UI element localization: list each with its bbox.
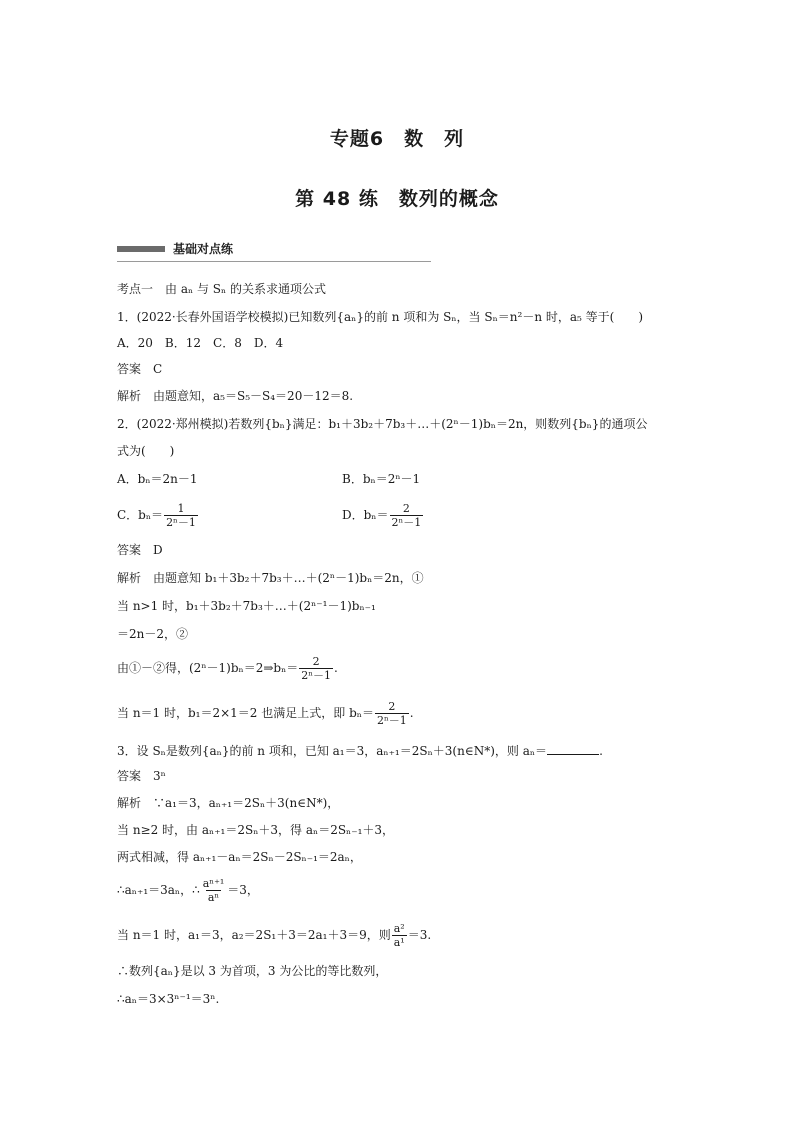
q2-option-c bbox=[117, 498, 199, 532]
q3-analysis-line5 bbox=[117, 918, 431, 952]
q3-analysis-line7: ∴aₙ＝3×3ⁿ⁻¹＝3ⁿ. bbox=[117, 992, 220, 1006]
fraction-numerator: a² bbox=[393, 922, 405, 935]
answer-blank bbox=[547, 742, 599, 755]
formula-prefix: 由①－②得，(2ⁿ－1)bₙ＝2⇒bₙ＝ bbox=[117, 661, 299, 675]
formula-prefix: 当 n＝1 时，b₁＝2×1＝2 也满足上式，即 bₙ＝ bbox=[117, 706, 374, 720]
q3-analysis-line1 bbox=[117, 795, 339, 811]
topic-title: 专题6 数 列 bbox=[329, 128, 465, 150]
answer-label: 答案 bbox=[117, 769, 142, 783]
fraction bbox=[390, 502, 424, 529]
stem-suffix: . bbox=[599, 744, 603, 758]
q2-analysis-line4 bbox=[117, 651, 338, 685]
analysis-label: 解析 bbox=[117, 571, 142, 585]
fraction-numerator: aⁿ⁺¹ bbox=[202, 877, 225, 890]
fraction-denominator: aⁿ bbox=[207, 891, 220, 904]
option-prefix: C．bₙ＝ bbox=[117, 508, 164, 522]
q2-stem-line1: 2．(2022·郑州模拟)若数列{bₙ}满足：b₁＋3b₂＋7b₃＋…＋(2ⁿ－1)bₙ＝2n，则数列{bₙ}的通项公 bbox=[117, 417, 648, 431]
answer-value: D bbox=[153, 543, 163, 557]
fraction-denominator: a¹ bbox=[393, 936, 405, 949]
stem-text: 3．设 Sₙ是数列{aₙ}的前 n 项和，已知 a₁＝3，aₙ₊₁＝2Sₙ＋3(n∈N*)，则 aₙ＝ bbox=[117, 744, 548, 758]
q1-answer bbox=[117, 361, 162, 377]
q3-answer bbox=[117, 768, 166, 784]
fraction-numerator: 2 bbox=[402, 502, 410, 515]
fraction bbox=[392, 922, 407, 949]
analysis-label: 解析 bbox=[117, 796, 142, 810]
fraction bbox=[299, 655, 333, 682]
fraction-numerator: 2 bbox=[312, 655, 320, 668]
formula-suffix: . bbox=[334, 661, 338, 675]
formula-suffix: . bbox=[409, 706, 414, 720]
banner-bar bbox=[117, 246, 165, 252]
q2-option-d bbox=[342, 498, 424, 532]
q2-answer bbox=[117, 542, 163, 558]
q3-stem bbox=[117, 742, 603, 759]
fraction bbox=[164, 502, 198, 529]
q2-analysis-line2: 当 n>1 时，b₁＋3b₂＋7b₃＋…＋(2ⁿ⁻¹－1)bₙ₋₁ bbox=[117, 599, 376, 613]
answer-value: C bbox=[153, 362, 163, 376]
q2-stem-line2: 式为( ) bbox=[117, 444, 175, 458]
formula-suffix: ＝3. bbox=[407, 928, 432, 942]
fraction bbox=[375, 700, 409, 727]
q2-analysis-line1 bbox=[117, 570, 424, 586]
q1-stem: 1．(2022·长春外国语学校模拟)已知数列{aₙ}的前 n 项和为 Sₙ，当 Sₙ＝n²－n 时，a₅ 等于( ) bbox=[117, 310, 644, 324]
section-banner bbox=[117, 240, 431, 262]
option-prefix: D．bₙ＝ bbox=[342, 508, 389, 522]
lesson-title: 第 48 练 数列的概念 bbox=[295, 188, 499, 210]
q3-analysis-line6: ∴数列{aₙ}是以 3 为首项，3 为公比的等比数列， bbox=[117, 964, 388, 978]
fraction-numerator: 2 bbox=[388, 700, 396, 713]
formula-suffix: ＝3， bbox=[227, 883, 259, 897]
q2-analysis-line3: ＝2n－2，② bbox=[117, 627, 188, 641]
q1-analysis bbox=[117, 388, 353, 404]
banner-rule bbox=[117, 261, 431, 262]
analysis-text: 由题意知，a₅＝S₅－S₄＝20－12＝8. bbox=[153, 389, 354, 403]
answer-label: 答案 bbox=[117, 543, 142, 557]
fraction-numerator: 1 bbox=[177, 502, 185, 515]
q2-analysis-line5 bbox=[117, 696, 414, 730]
banner-label: 基础对点练 bbox=[173, 242, 234, 256]
answer-label: 答案 bbox=[117, 362, 142, 376]
fraction-denominator: 2ⁿ－1 bbox=[376, 714, 407, 727]
fraction-denominator: 2ⁿ－1 bbox=[391, 516, 422, 529]
formula-prefix: 当 n＝1 时，a₁＝3，a₂＝2S₁＋3＝2a₁＋3＝9，则 bbox=[117, 928, 391, 942]
q2-option-a: A．bₙ＝2n－1 bbox=[117, 472, 198, 486]
analysis-text: 由题意知 b₁＋3b₂＋7b₃＋…＋(2ⁿ－1)bₙ＝2n，① bbox=[153, 571, 424, 585]
q3-analysis-line4 bbox=[117, 873, 259, 907]
q1-options: A．20 B．12 C．8 D．4 bbox=[117, 336, 284, 350]
kaodian-heading: 考点一 由 aₙ 与 Sₙ 的关系求通项公式 bbox=[117, 282, 327, 296]
formula-prefix: ∴aₙ₊₁＝3aₙ，∴ bbox=[117, 883, 200, 897]
analysis-label: 解析 bbox=[117, 389, 142, 403]
q3-analysis-line2: 当 n≥2 时，由 aₙ₊₁＝2Sₙ＋3，得 aₙ＝2Sₙ₋₁＋3， bbox=[117, 823, 395, 837]
fraction bbox=[201, 877, 227, 904]
fraction-denominator: 2ⁿ－1 bbox=[301, 669, 332, 682]
fraction-denominator: 2ⁿ－1 bbox=[166, 516, 196, 529]
q2-option-b: B．bₙ＝2ⁿ－1 bbox=[342, 472, 421, 486]
analysis-text: ∵a₁＝3，aₙ₊₁＝2Sₙ＋3(n∈N*)， bbox=[153, 796, 340, 810]
answer-value: 3ⁿ bbox=[153, 769, 166, 783]
q3-analysis-line3: 两式相减，得 aₙ₊₁－aₙ＝2Sₙ－2Sₙ₋₁＝2aₙ， bbox=[117, 850, 362, 864]
